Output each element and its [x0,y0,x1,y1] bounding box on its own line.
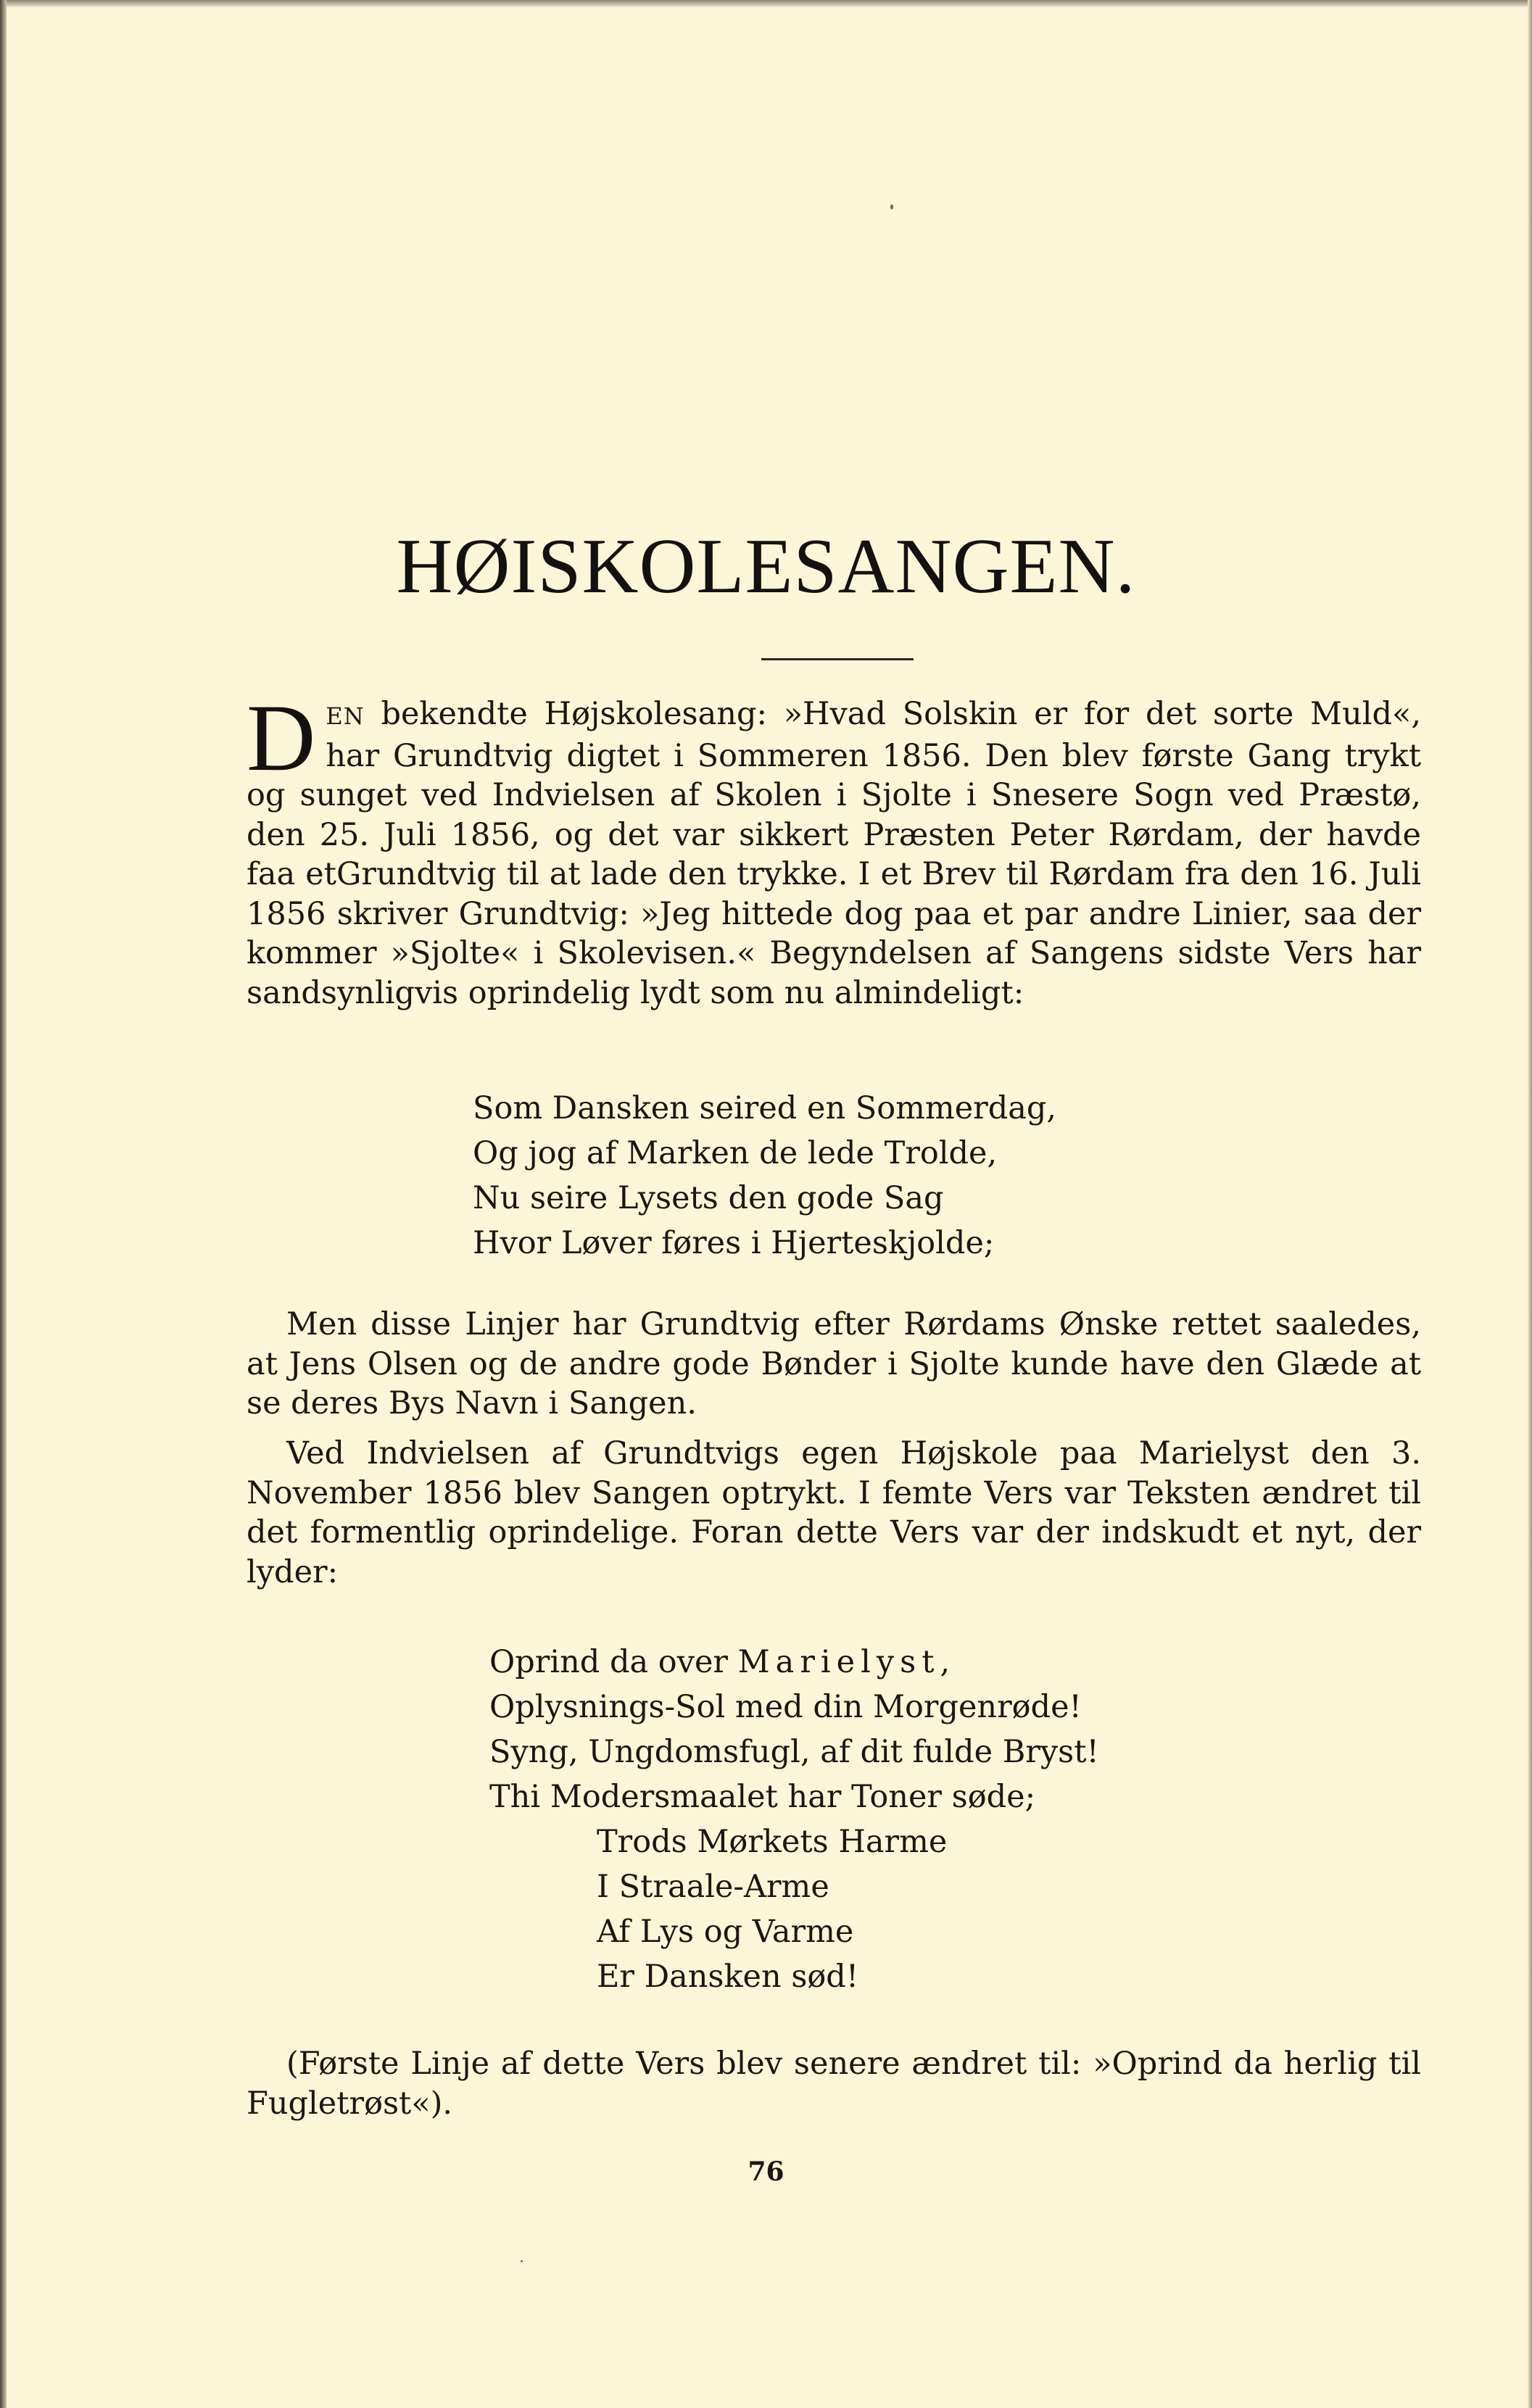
verse-line-prefix: Oprind da over [489,1644,738,1680]
page-right-edge [1528,0,1532,2408]
verse-line: Og jog af Marken de lede Trolde, [473,1135,998,1171]
verse-line: Syng, Ungdomsfugl, af dit fulde Bryst! [489,1734,1099,1770]
paragraph-intro [247,684,1421,1013]
paper-speck [521,2260,523,2262]
verse-line-spaced-word: Marielyst, [737,1644,956,1680]
verse-line: Oplysnings-Sol med din Morgenrøde! [489,1689,1082,1725]
verse-line-indented: Er Dansken sød! [597,1959,859,1995]
drop-cap: D [247,684,316,791]
verse-line-indented: Af Lys og Varme [597,1914,854,1950]
page-top-edge [0,0,1532,7]
verse-line [489,1640,1099,1685]
verse-line: Thi Modersmaalet har Toner søde; [489,1779,1036,1815]
page-number: 76 [748,2156,784,2187]
verse-quote-1 [473,1086,1056,1266]
verse-line-indented: Trods Mørkets Harme [597,1824,948,1860]
verse-line-indented: I Straale-Arme [597,1869,829,1905]
verse-quote-2 [489,1640,1099,1999]
verse-line: Hvor Løver føres i Hjerteskjolde; [473,1225,995,1261]
verse-line: Som Dansken seired en Sommerdag, [473,1090,1057,1126]
paper-speck [890,204,893,209]
paragraph-footnote: (Første Linje af dette Vers blev senere ændret til: »Oprind da herlig til Fugletrøst«). [247,2046,1421,2122]
paragraph-correction: Men disse Linjer har Grundtvig efter Rørdams Ønske rettet saaledes, at Jens Olsen og de andre gode Bønder i Sjolte kunde have den Glæde at se deres Bys Navn i Sangen. [247,1306,1421,1421]
page-title: HØISKOLESANGEN. [396,523,1136,610]
verse-line: Nu seire Lysets den gode Sag [473,1180,944,1216]
paragraph-intro-text: bekendte Højskolesang: »Hvad Solskin er for det sorte Muld«, har Grundtvig digtet i Sommeren 1856. Den blev første Gang trykt og sunget ved Indvielsen af Skolen i Sjolte i Snesere Sogn ved Præstø, den 25. Juli 1856, og det var sikkert Præsten Peter Rørdam, der havde faa etGrundtvig til at lade den trykke. I et Brev til Rørdam fra den 16. Juli 1856 skriver Grundtvig: »Jeg hittede dog paa et par andre Linier, saa der kommer »Sjolte« i Skolevisen.« Begyndelsen af Sangens sidste Vers har sandsynligvis oprindelig lydt som nu almindeligt: [247,696,1421,1011]
small-caps-word: EN [326,702,365,730]
paragraph-marielyst: Ved Indvielsen af Grundtvigs egen Højskole paa Marielyst den 3. November 1856 blev Sangen optrykt. I femte Vers var Teksten ændret til det formentlig oprindelige. Foran dette Vers var der indskudt et nyt, der lyder: [247,1435,1421,1590]
page-left-edge [0,0,7,2408]
title-rule [761,658,914,660]
